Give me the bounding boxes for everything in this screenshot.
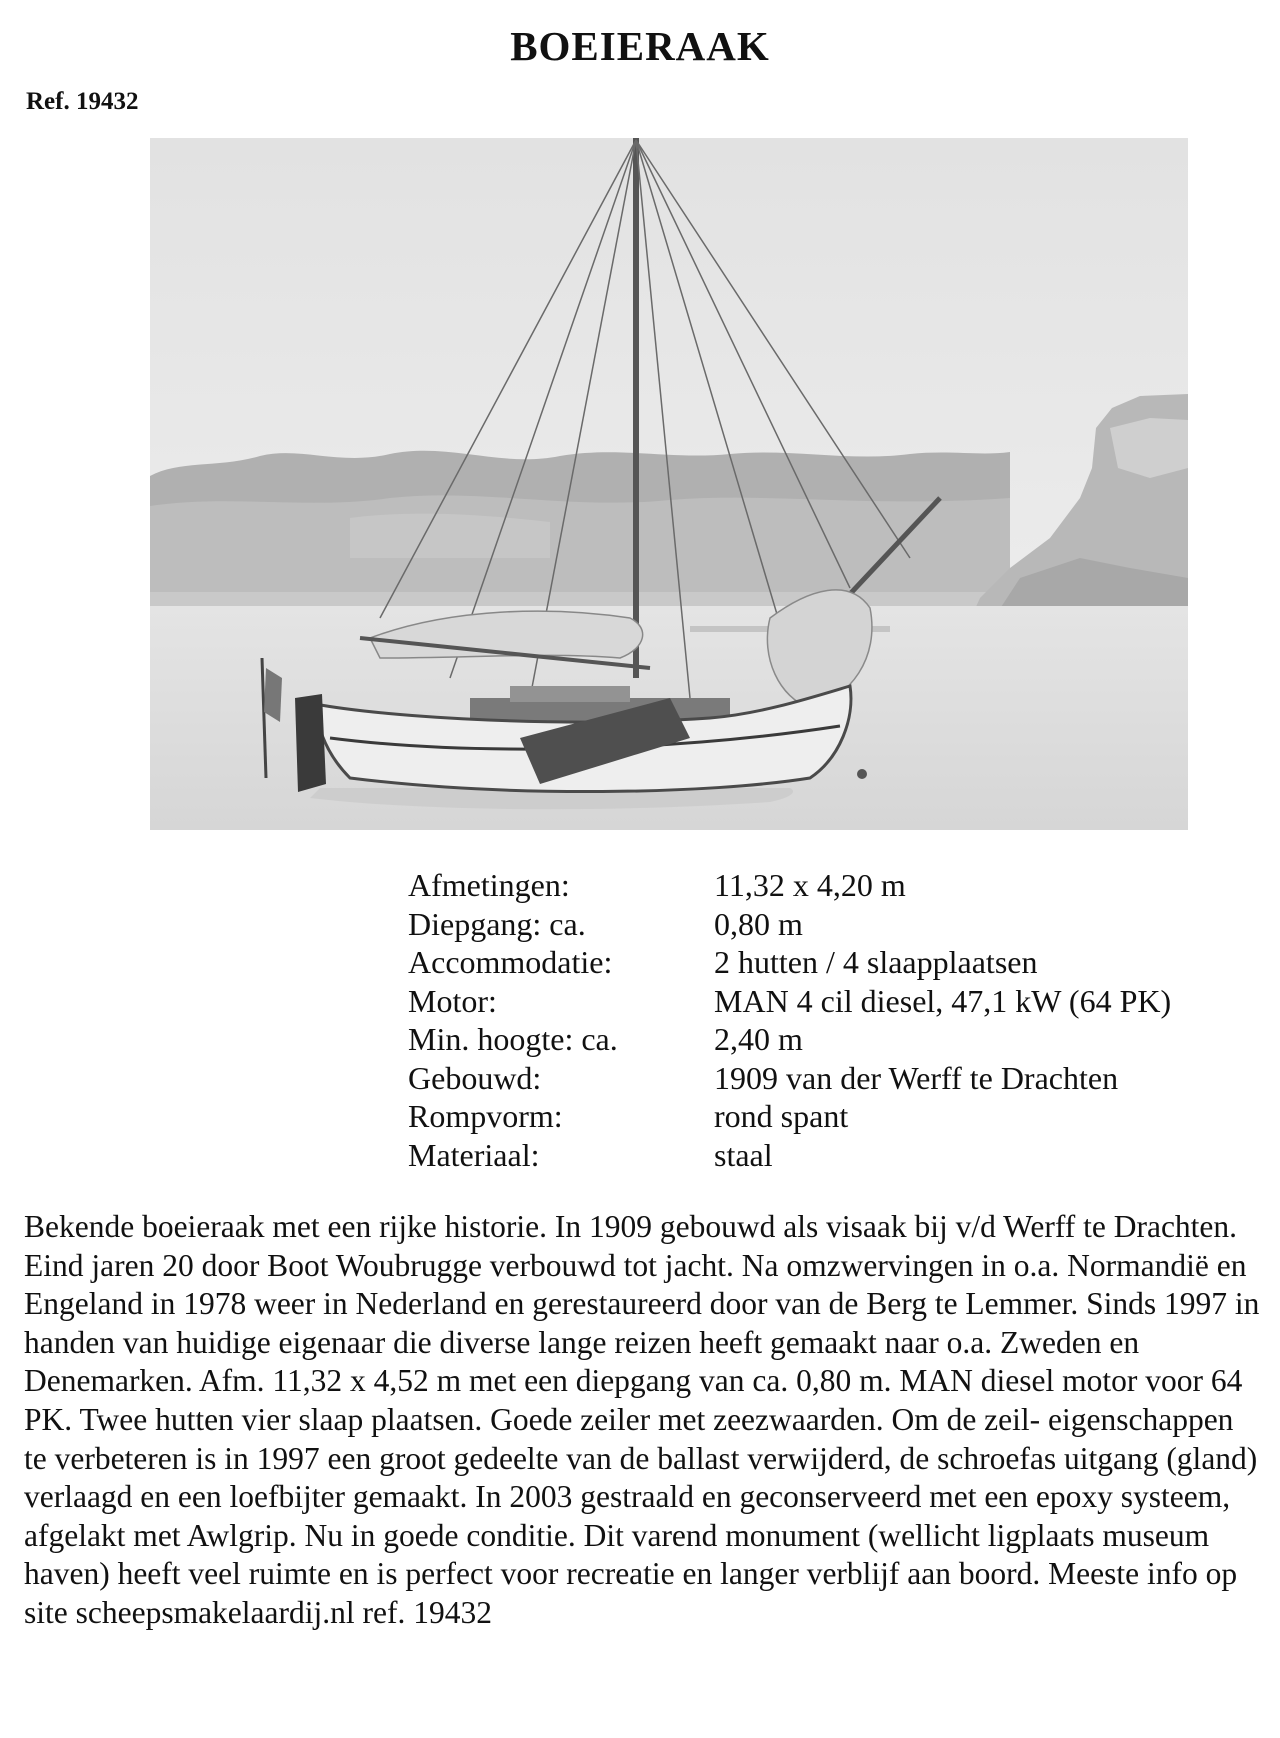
spec-label: Accommodatie: <box>408 944 613 980</box>
photo-mast <box>633 138 639 678</box>
spec-value: 2,40 m <box>714 1021 803 1057</box>
spec-label: Min. hoogte: ca. <box>408 1021 618 1057</box>
spec-label: Gebouwd: <box>408 1059 542 1096</box>
spec-value: staal <box>714 1136 773 1173</box>
document-title: BOEIERAAK <box>510 23 770 69</box>
spec-label: Motor: <box>408 982 497 1019</box>
spec-label: Afmetingen: <box>408 867 570 903</box>
spec-value: rond spant <box>714 1098 849 1134</box>
photo-rudder <box>295 694 326 792</box>
spec-row <box>408 1059 1171 1098</box>
boat-photo <box>150 138 1188 830</box>
spec-value: 11,32 x 4,20 m <box>714 867 906 903</box>
spec-row <box>408 943 1171 982</box>
reference-number: Ref. 19432 <box>26 88 139 115</box>
spec-value: MAN 4 cil diesel, 47,1 kW (64 PK) <box>714 982 1172 1019</box>
spec-value: 1909 van der Werff te Drachten <box>714 1059 1119 1096</box>
specifications-table <box>408 866 1171 1174</box>
spec-label: Materiaal: <box>408 1136 540 1173</box>
spec-row <box>408 982 1171 1021</box>
spec-row <box>408 1020 1171 1059</box>
spec-row <box>408 1136 1171 1175</box>
spec-row <box>408 866 1171 905</box>
spec-label: Diepgang: ca. <box>408 905 586 942</box>
spec-row <box>408 905 1171 944</box>
spec-value: 2 hutten / 4 slaapplaatsen <box>714 944 1038 980</box>
spec-label: Rompvorm: <box>408 1098 563 1134</box>
description-paragraph: Bekende boeieraak met een rijke historie. In 1909 gebouwd als visaak bij v/d Werff te Drachten. Eind jaren 20 door Boot Woubrugge verbouwd tot jacht. Na omzwervingen in o.a. Normandië en Engeland in 1978 weer in Nederland en gerestaureerd door van de Berg te Lemmer. Sinds 1997 in handen van huidige eigenaar die diverse lange reizen heeft gemaakt naar o.a. Zweden en Denemarken. Afm. 11,32 x 4,52 m met een diepgang van ca. 0,80 m. MAN diesel motor voor 64 PK. Twee hutten vier slaap plaatsen. Goede zeiler met zeezwaarden. Om de zeil- eigenschappen te verbeteren is in 1997 een groot gedeelte van de ballast verwijderd, de schroefas uitgang (gland) verlaagd en een loefbijter gemaakt. In 2003 gestraald en geconserveerd met een epoxy systeem, afgelakt met Awlgrip. Nu in goede conditie. Dit varend monument (wellicht ligplaats museum haven) heeft veel ruimte en is perfect voor recreatie en langer verblijf aan boord. Meeste info op site scheepsmakelaardij.nl ref. 19432 <box>24 1209 1260 1630</box>
spec-row <box>408 1097 1171 1136</box>
spec-value: 0,80 m <box>714 905 803 942</box>
